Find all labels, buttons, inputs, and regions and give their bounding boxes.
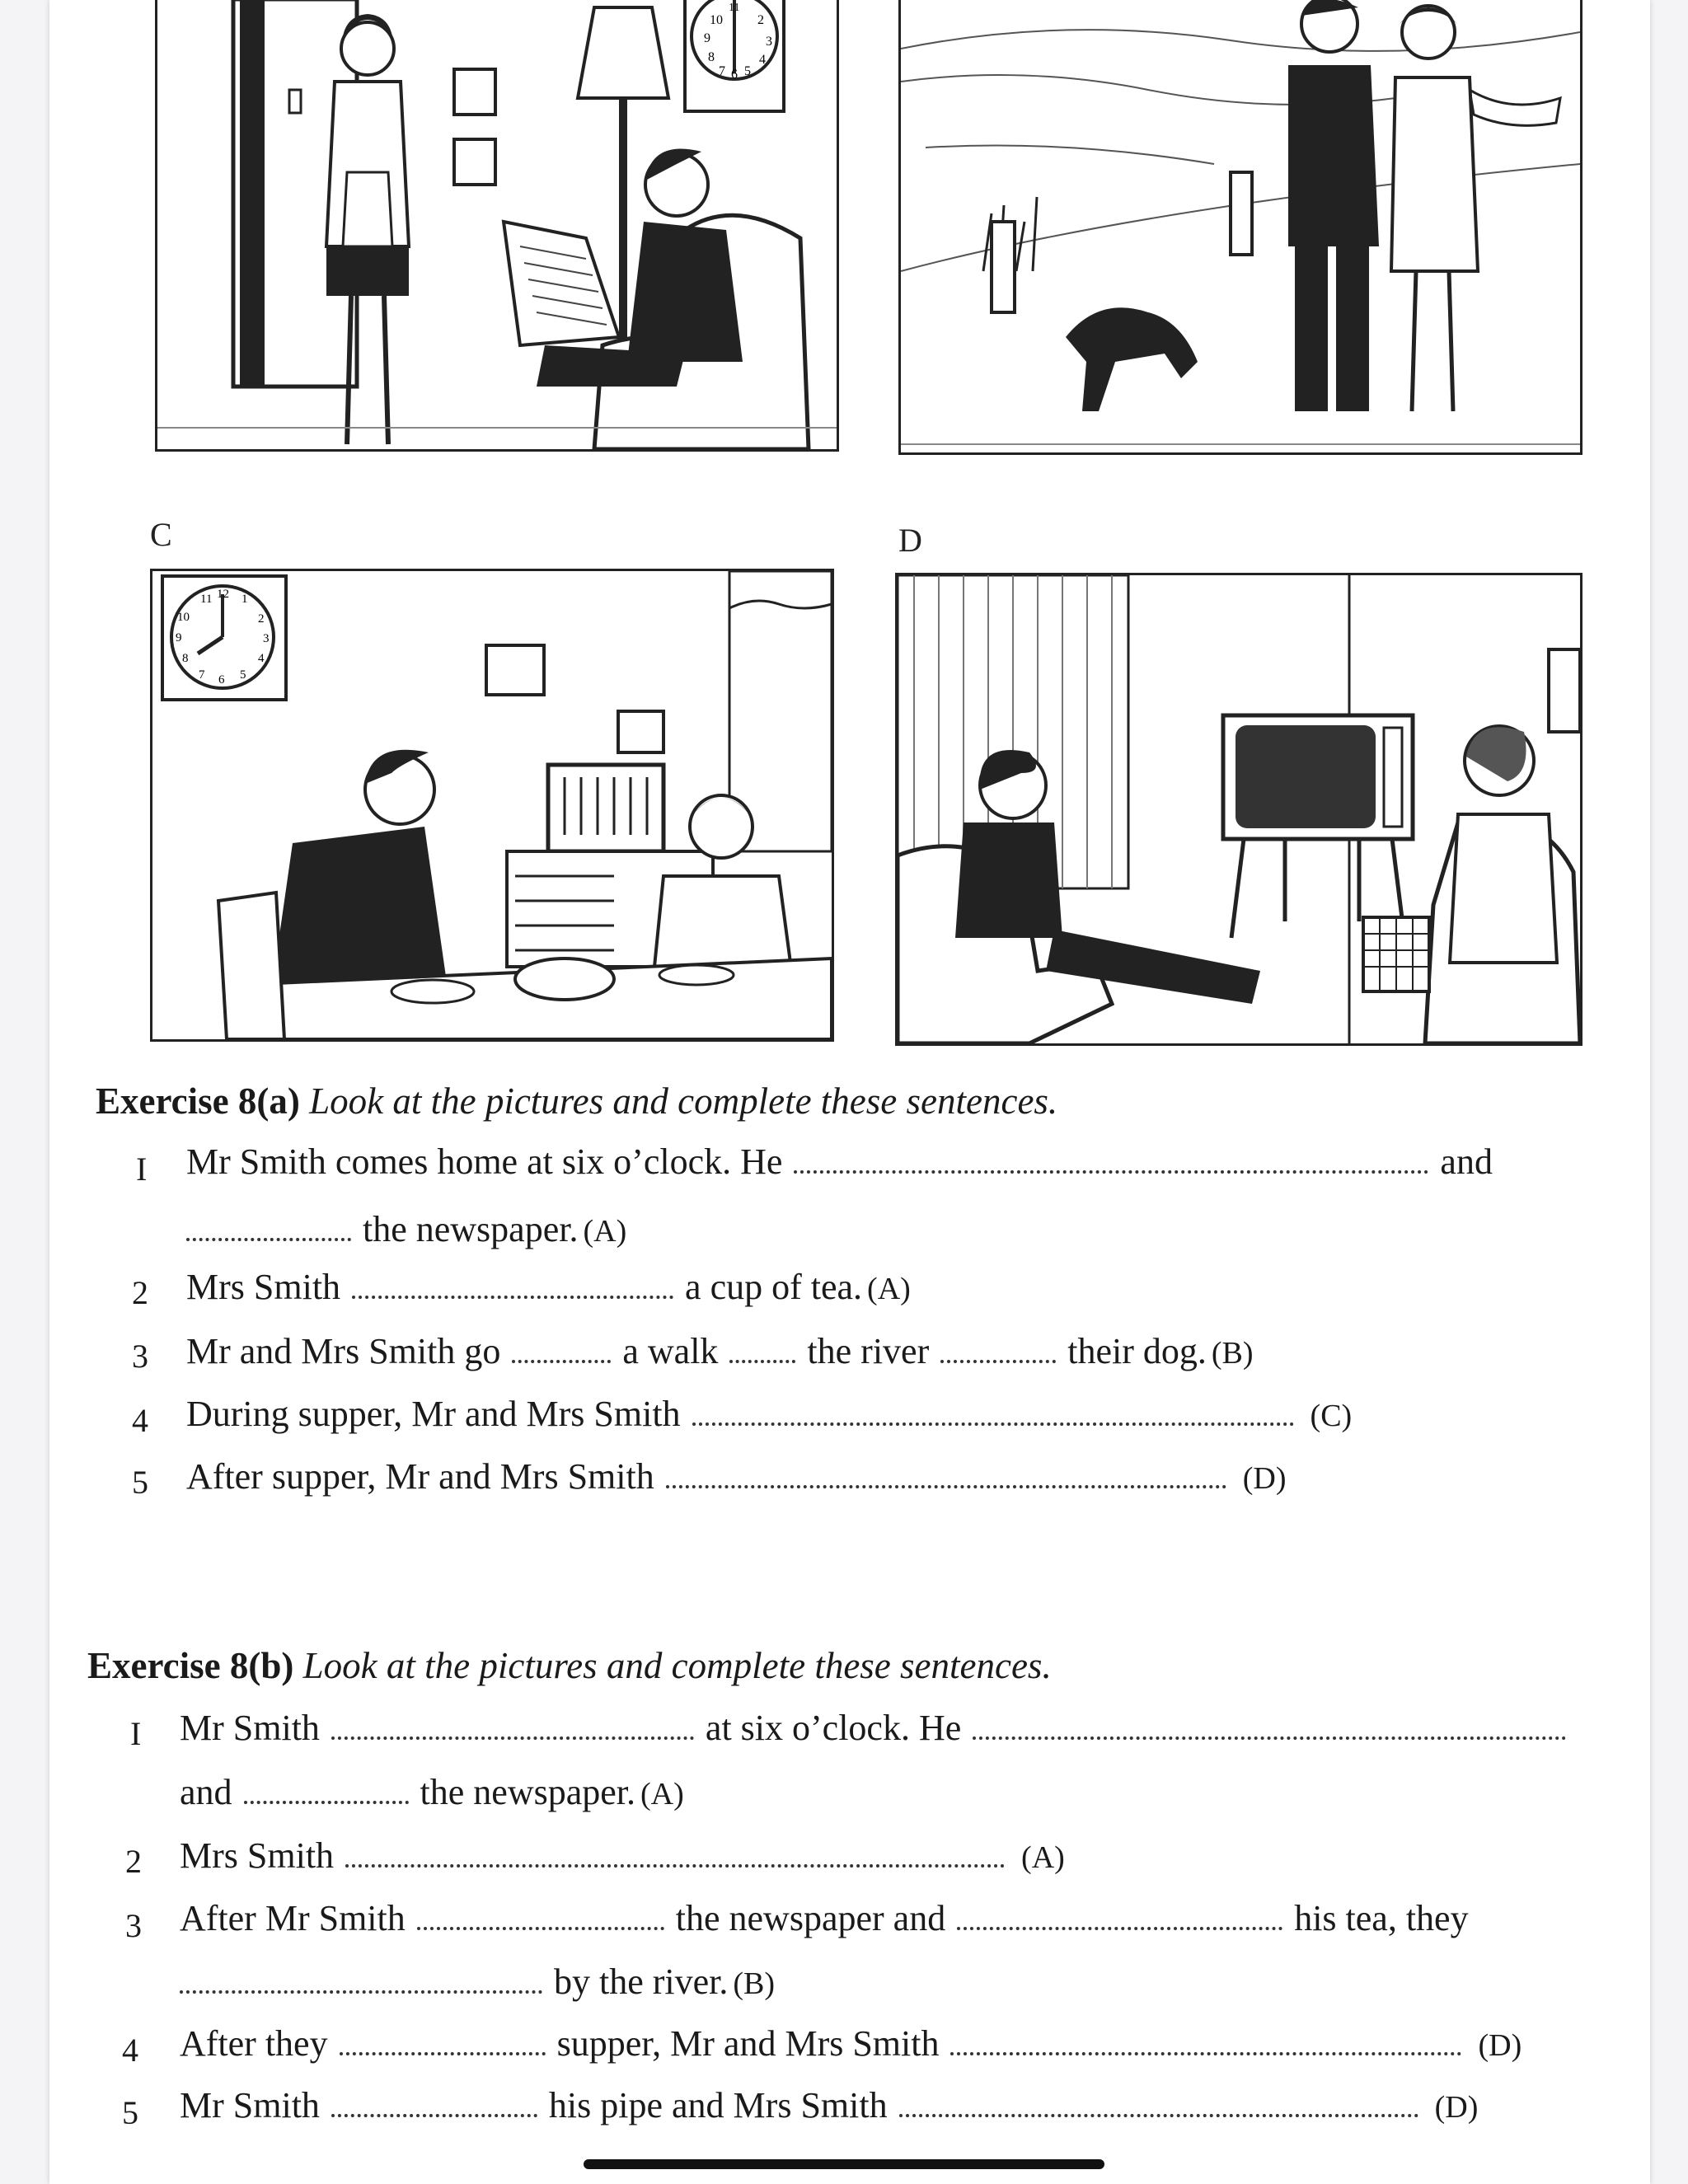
a-s4-text-a: During supper, Mr and Mrs Smith [186,1394,681,1434]
a-s1-text-a: Mr Smith comes home at six o’clock. He [186,1141,783,1182]
clock-a-5: 5 [744,64,751,78]
a-s2-ref: (A) [867,1272,911,1306]
b-s5-ref: (D) [1434,2090,1479,2125]
clock-c-1: 1 [241,593,248,606]
a-sentence-4 [186,1396,1352,1432]
b-s1-blank-1[interactable] [331,1736,694,1740]
b-s1-text-d: the newspaper. [420,1772,635,1812]
a-s5-number: 5 [132,1464,148,1501]
b-s3-blank-1[interactable] [417,1927,664,1930]
b-s3-text-d: by the river. [554,1961,729,2002]
picture-c [150,569,834,1042]
a-s1-blank-1[interactable] [794,1170,1428,1174]
exercise-8b-number: Exercise 8(b) [87,1645,294,1686]
exercise-8a-number: Exercise 8(a) [96,1080,300,1122]
clock-a-2: 2 [757,13,764,27]
b-s2-number: 2 [125,1843,142,1880]
a-s2-text-b: a cup of tea. [685,1267,863,1307]
b-s3-text-b: the newspaper and [675,1898,946,1938]
illustration-supper [152,571,832,1039]
clock-a-8: 8 [708,50,715,64]
b-sentence-1-line1 [180,1710,1578,1746]
a-s5-text-a: After supper, Mr and Mrs Smith [186,1456,654,1497]
b-s5-text-b: his pipe and Mrs Smith [548,2085,888,2125]
a-s1-text-c: the newspaper. [363,1209,579,1249]
clock-c-5: 5 [240,668,246,682]
clock-a-7: 7 [719,64,725,78]
a-s1-ref: (A) [583,1214,627,1249]
panel-letter-c: C [150,516,172,553]
b-sentence-5 [180,2085,1479,2125]
b-s4-blank-1[interactable] [340,2052,546,2055]
b-s5-blank-1[interactable] [331,2114,537,2117]
panel-letter-d: D [898,522,922,559]
clock-c-9: 9 [176,631,182,644]
b-s3-text-c: his tea, they [1294,1898,1469,1938]
b-sentence-1-line2 [180,1774,684,1811]
a-s2-text-a: Mrs Smith [186,1267,341,1307]
a-sentence-1-line2 [186,1209,627,1249]
picture-a [155,0,839,452]
a-s4-blank[interactable] [692,1422,1294,1426]
b-s3-number: 3 [125,1907,142,1944]
b-s4-ref: (D) [1478,2028,1522,2063]
home-indicator[interactable] [584,2159,1104,2169]
a-sentence-2 [186,1269,911,1305]
b-sentence-4 [180,2023,1522,2064]
b-s1-text-a: Mr Smith [180,1708,320,1748]
a-s4-number: 4 [132,1402,148,1439]
document-page [49,0,1650,2184]
a-s1-blank-2[interactable] [186,1238,351,1241]
a-s1-number: I [136,1151,148,1188]
clock-a-6: 6 [731,68,738,82]
b-sentence-3-line2 [180,1961,776,2002]
b-s1-number: I [130,1715,142,1752]
a-s4-ref: (C) [1310,1399,1353,1433]
clock-c-11: 11 [200,593,213,606]
b-s3-blank-3[interactable] [180,1990,542,1994]
illustration-watching-tv [898,575,1580,1043]
b-s1-blank-3[interactable] [244,1801,409,1804]
a-s5-blank[interactable] [666,1485,1226,1488]
exercise-8a-heading [96,1080,1057,1122]
b-s4-blank-2[interactable] [950,2052,1461,2055]
b-s2-blank[interactable] [345,1864,1005,1868]
b-s1-text-c: and [180,1772,232,1812]
exercise-8a-instruction: Look at the pictures and complete these sentences. [309,1080,1058,1122]
b-s1-blank-2[interactable] [973,1736,1566,1740]
clock-a-10: 10 [710,13,723,27]
a-s3-text-a: Mr and Mrs Smith go [186,1331,501,1371]
clock-a-11: 11 [729,2,740,14]
a-s3-blank-3[interactable] [940,1360,1056,1363]
a-s1-text-b: and [1440,1141,1493,1182]
clock-c-8: 8 [182,652,189,665]
b-sentence-3-line1 [180,1900,1469,1937]
b-s5-number: 5 [122,2094,138,2131]
a-s3-blank-1[interactable] [512,1360,611,1363]
b-sentence-2 [180,1835,1065,1876]
clock-c-12: 12 [217,588,229,601]
a-sentence-3 [186,1333,1254,1370]
clock-c-4: 4 [258,652,265,665]
a-sentence-1-line1 [186,1141,1493,1182]
b-s3-blank-2[interactable] [957,1927,1282,1930]
picture-d [895,573,1582,1046]
b-s2-text-a: Mrs Smith [180,1835,335,1876]
clock-c-2: 2 [258,612,265,626]
picture-b [898,0,1582,455]
a-s3-blank-2[interactable] [729,1360,795,1363]
b-s4-text-a: After they [180,2023,328,2064]
a-s3-number: 3 [132,1338,148,1375]
a-s3-text-d: their dog. [1067,1331,1207,1371]
clock-a-4: 4 [759,53,766,67]
a-s3-text-b: a walk [622,1331,719,1371]
a-s2-blank[interactable] [352,1296,673,1299]
b-s4-text-b: supper, Mr and Mrs Smith [556,2023,940,2064]
a-sentence-5 [186,1456,1287,1497]
b-s1-ref: (A) [640,1777,684,1811]
b-s3-text-a: After Mr Smith [180,1898,406,1938]
a-s3-ref: (B) [1211,1336,1254,1371]
clock-c-3: 3 [263,632,270,645]
exercise-8b-heading [87,1644,1052,1687]
clock-a-3: 3 [766,35,772,49]
clock-a-9: 9 [704,31,710,45]
a-s2-number: 2 [132,1274,148,1311]
clock-c-7: 7 [199,668,205,682]
b-s2-ref: (A) [1021,1840,1065,1875]
clock-c-10: 10 [177,611,190,624]
illustration-river-walk [901,0,1580,452]
b-s3-ref: (B) [733,1966,776,2001]
a-s5-ref: (D) [1242,1461,1287,1496]
b-s4-number: 4 [122,2032,138,2069]
clock-c-6: 6 [218,673,225,687]
b-s5-blank-2[interactable] [899,2114,1418,2117]
a-s3-text-c: the river [807,1331,930,1371]
b-s1-text-b: at six o’clock. He [705,1708,962,1748]
exercise-8b-instruction: Look at the pictures and complete these sentences. [302,1645,1052,1686]
illustration-living-room [157,0,837,449]
b-s5-text-a: Mr Smith [180,2085,320,2125]
